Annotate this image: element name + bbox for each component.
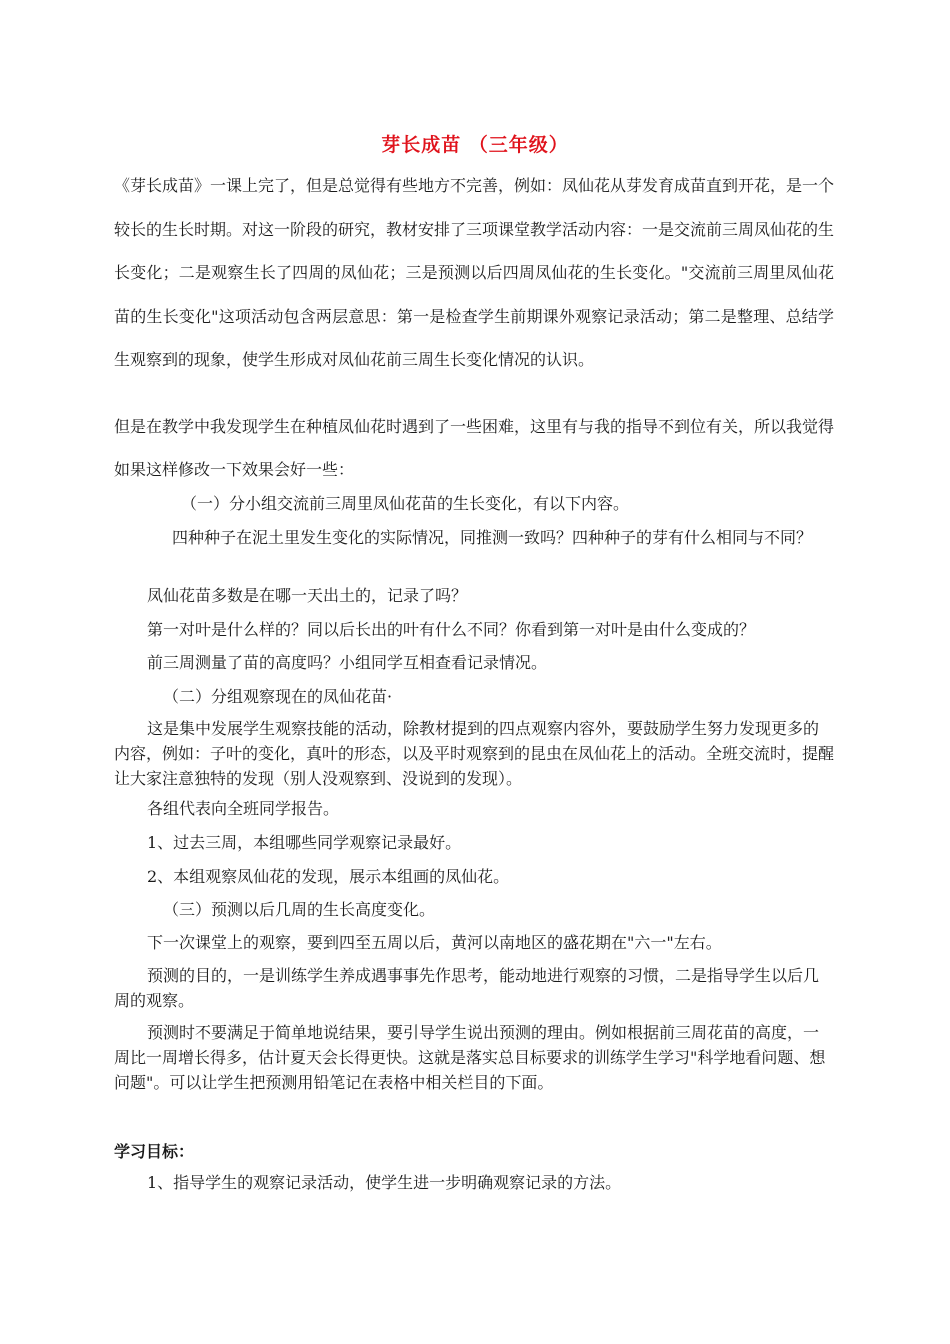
section-3-paragraph-1: 下一次课堂上的观察，要到四至五周以后，黄河以南地区的盛花期在"六一"左右。 [147, 933, 722, 952]
section-1-question-3: 第一对叶是什么样的？同以后长出的叶有什么不同？你看到第一对叶是由什么变成的？ [147, 620, 756, 639]
section-2-heading: （二）分组观察现在的凤仙花苗· [163, 687, 393, 706]
section-2-report: 各组代表向全班同学报告。 [147, 799, 340, 818]
section-3-heading: （三）预测以后几周的生长高度变化。 [163, 900, 436, 919]
section-2-item-2: 2、本组观察凤仙花的发现，展示本组画的凤仙花。 [147, 867, 510, 886]
section-2-paragraph: 这是集中发展学生观察技能的活动，除教材提到的四点观察内容外，要鼓励学生努力发现更多的内容，例如：子叶的变化，真叶的形态，以及平时观察到的昆虫在凤仙花上的活动。全班交流时，提醒让大家注意独特的发现（别人没观察到、没说到的发现）。 [114, 719, 835, 788]
intro-paragraph-2: 但是在教学中我发现学生在种植凤仙花时遇到了一些困难，这里有与我的指导不到位有关，所以我觉得如果这样修改一下效果会好一些： [114, 417, 835, 479]
section-1-heading: （一）分小组交流前三周里凤仙花苗的生长变化，有以下内容。 [181, 494, 630, 513]
intro-paragraph: 《芽长成苗》一课上完了，但是总觉得有些地方不完善，例如：凤仙花从芽发育成苗直到开花，是一个较长的生长时期。对这一阶段的研究，教材安排了三项课堂教学活动内容：一是交流前三周凤仙花的生长变化；二是观察生长了四周的凤仙花；三是预测以后四周凤仙花的生长变化。"交流前三周里凤仙花苗的生长变化"这项活动包含两层意思：第一是检查学生前期课外观察记录活动；第二是整理、总结学生观察到的现象，使学生形成对凤仙花前三周生长变化情况的认识。 [114, 176, 835, 369]
section-1-question-1: 四种种子在泥土里发生变化的实际情况，同推测一致吗？四种种子的芽有什么相同与不同？ [172, 528, 813, 547]
section-3-paragraph-3: 预测时不要满足于简单地说结果，要引导学生说出预测的理由。例如根据前三周花苗的高度，一周比一周增长得多，估计夏天会长得更快。这就是落实总目标要求的训练学生学习"科学地看问题、想问题"。可以让学生把预测用铅笔记在表格中相关栏目的下面。 [114, 1023, 826, 1092]
section-1-question-4: 前三周测量了苗的高度吗？小组同学互相查看记录情况。 [147, 653, 548, 672]
section-1-question-2: 凤仙花苗多数是在哪一天出土的，记录了吗？ [147, 586, 468, 605]
objectives-item-1: 1、指导学生的观察记录活动，使学生进一步明确观察记录的方法。 [147, 1173, 622, 1192]
section-2-item-1: 1、过去三周，本组哪些同学观察记录最好。 [147, 833, 462, 852]
objectives-heading: 学习目标： [114, 1142, 195, 1161]
document-title: 芽长成苗 （三年级） [381, 134, 569, 156]
section-3-paragraph-2: 预测的目的，一是训练学生养成遇事事先作思考，能动地进行观察的习惯，二是指导学生以后几周的观察。 [114, 966, 820, 1010]
